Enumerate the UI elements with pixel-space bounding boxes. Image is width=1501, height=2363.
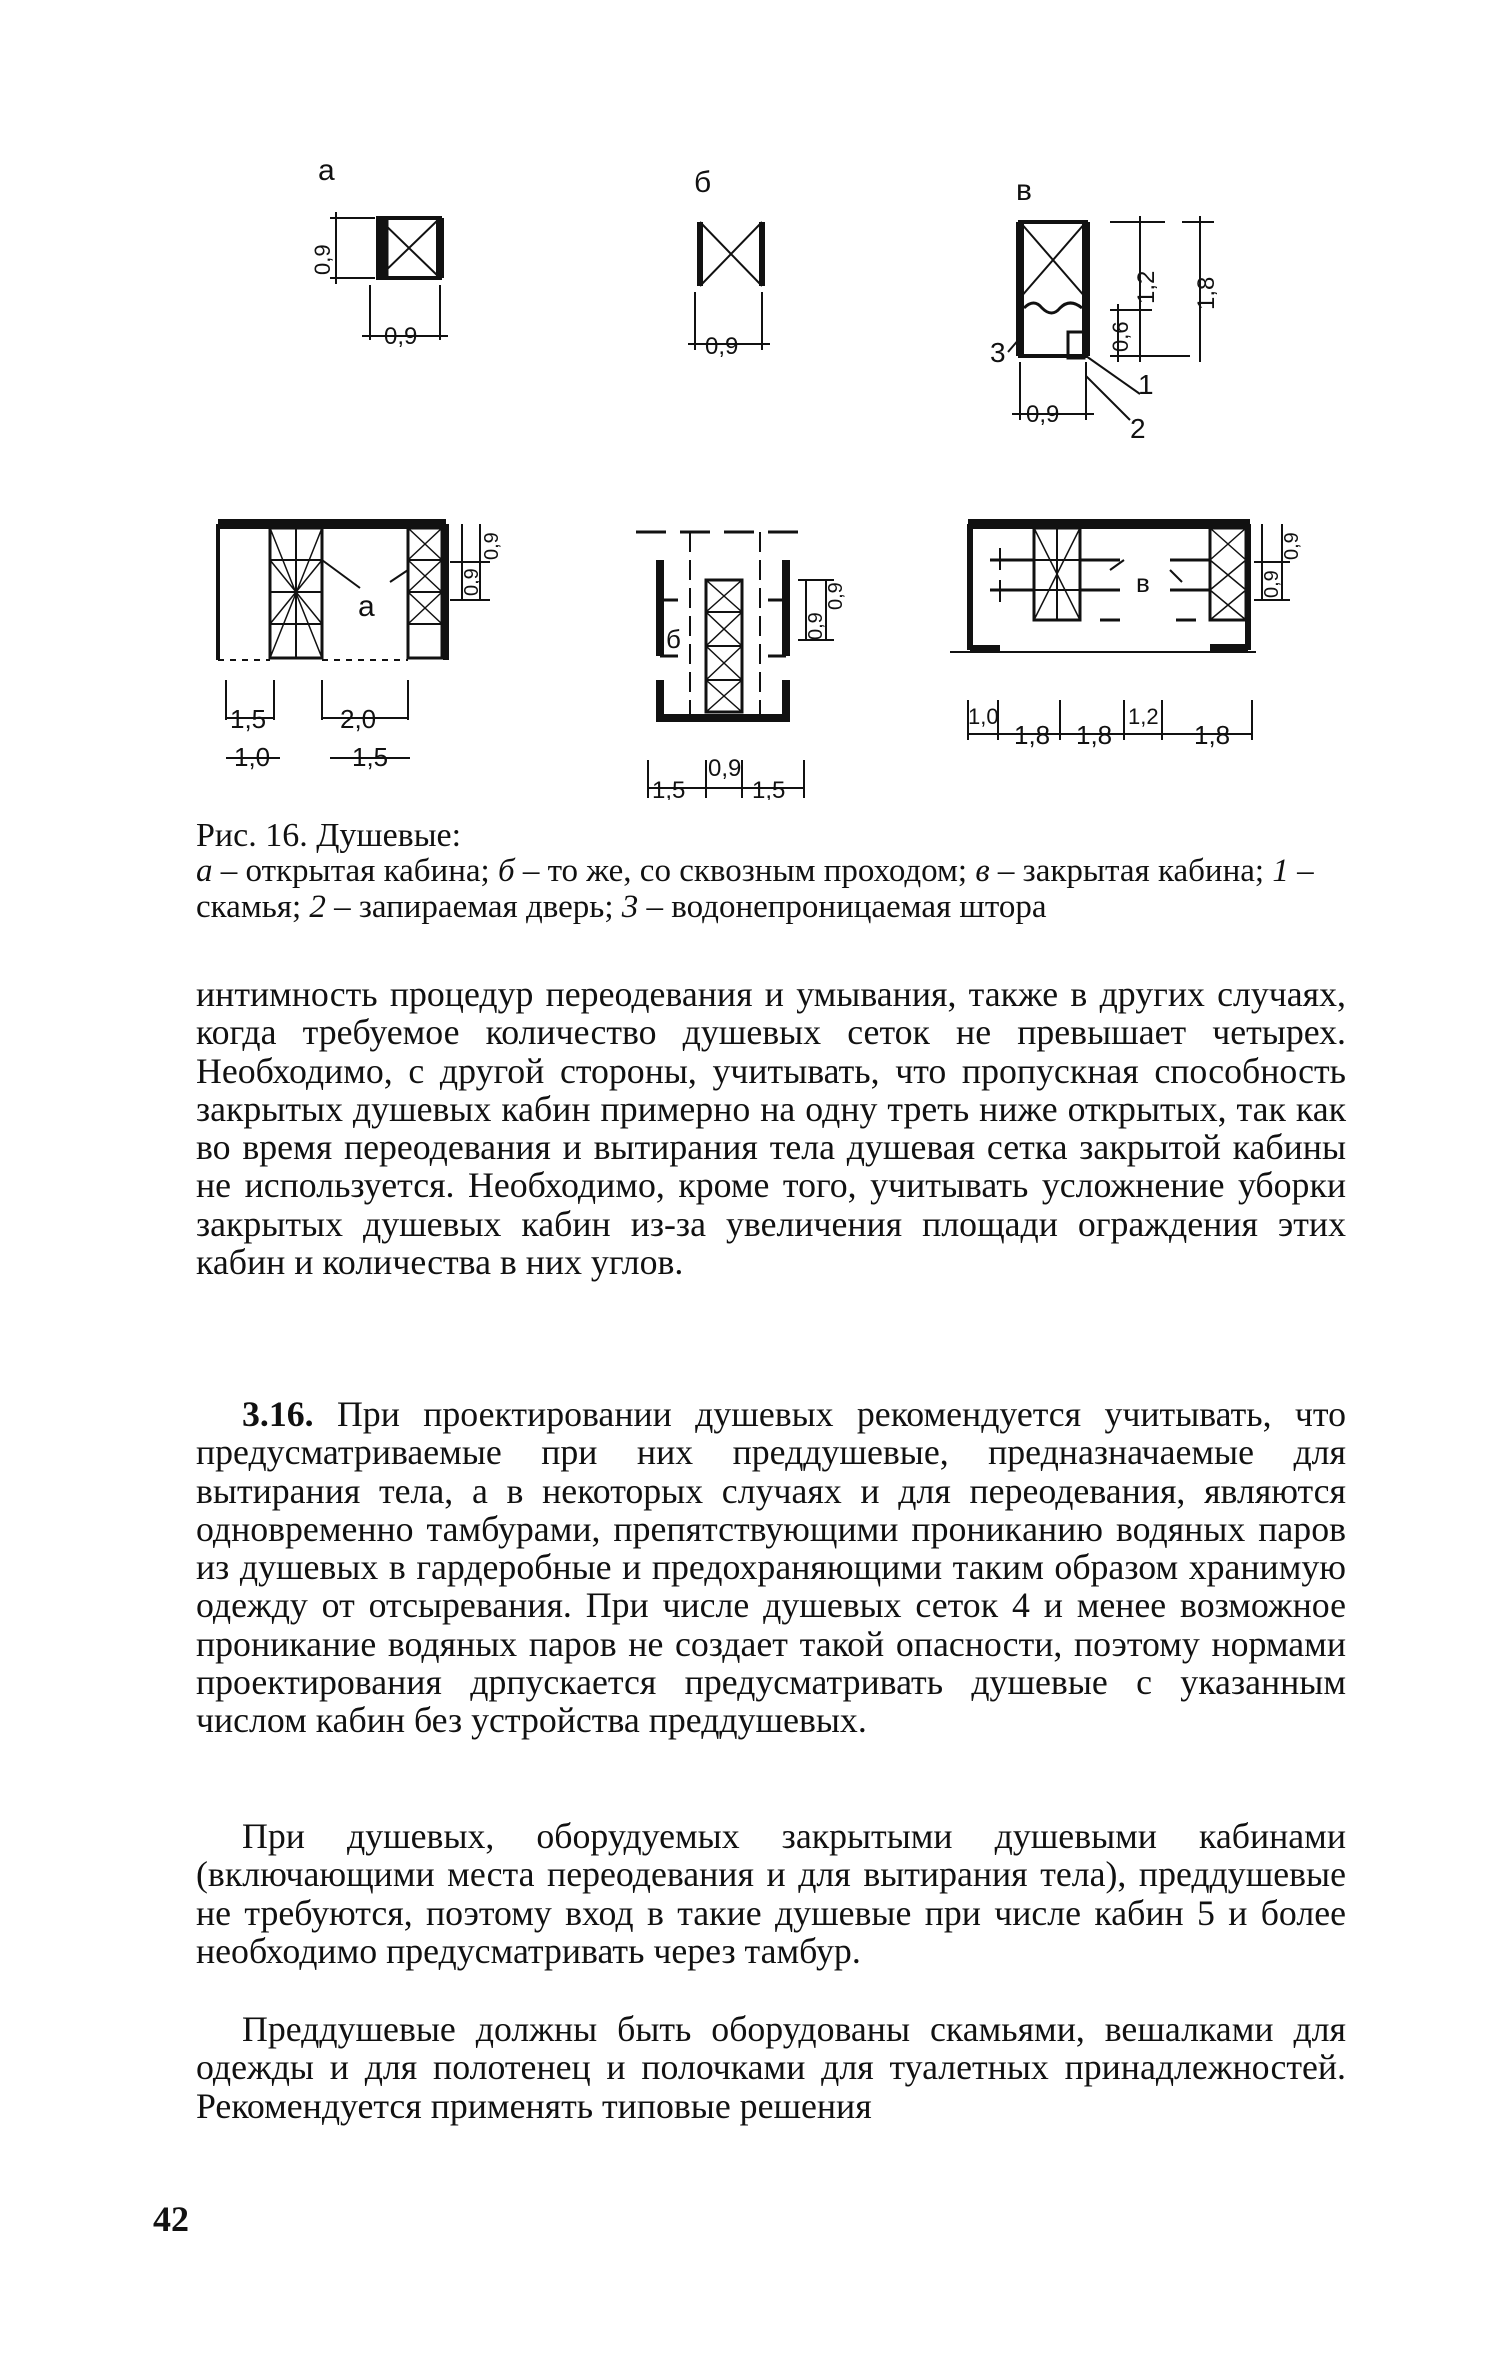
figure-caption-title: Рис. 16. Душевые: <box>196 817 462 854</box>
plan-a-dim-10: 1,0 <box>234 742 271 772</box>
plan-b-label: б <box>666 624 681 654</box>
diagram-v <box>1008 174 1214 420</box>
paragraph-3: При душевых, оборудуемых закрытыми душевыми кабинами (включающими места переодевания и для вытирания тела), преддушевые не требуются, поэтому вход в такие душевые при числе кабин 5 и более необходимо предусматривать через тамбур. <box>196 1816 1346 1971</box>
plan-a-dim-15: 1,5 <box>230 704 267 734</box>
caption-v: в <box>975 853 990 889</box>
caption-n3: 3 <box>621 889 639 925</box>
plan-b-dim-15a: 1,5 <box>652 777 686 800</box>
plan-v-dim-09a: 0,9 <box>1261 570 1283 598</box>
caption-v-text: – закрытая кабина; <box>989 853 1273 889</box>
plan-v-dim-18a: 1,8 <box>1014 720 1051 750</box>
caption-a: а <box>196 853 213 889</box>
plan-v-dim-18c: 1,8 <box>1194 720 1231 750</box>
label-a: а <box>318 154 335 187</box>
paragraph-2 <box>196 1395 1346 1740</box>
paragraph-2-text: При проектировании душевых рекомендуется учитывать, что предусматриваемые при них преддушевые, предназначаемые для вытирания тела, а в некоторых случаях и для переодевания, являются одновременно тамбурами, препятствующими проникaнию водяных паров из душевых в гардеробные и предохраняющими таким образом хранимую одежду от отсыревания. При числе душевых сеток 4 и менее возможное проникание водяных паров не создает такой опасности, поэтому нормами проектирования дрпускается предусматривать душевые с указанным числом кабин без устройства преддушевых. <box>196 1394 1346 1741</box>
plan-a-dim-09b: 0,9 <box>481 532 503 560</box>
section-number: 3.16. <box>242 1394 314 1434</box>
plan-b-dim-15b: 1,5 <box>752 777 786 800</box>
plan-v-label: в <box>1136 568 1150 598</box>
caption-n1-text: – скамья; <box>196 853 1314 925</box>
label-3: 3 <box>990 337 1006 368</box>
label-1: 1 <box>1138 369 1154 400</box>
caption-a-text: – открытая кабина; <box>212 853 498 889</box>
plan-b-dim-09c: 0,9 <box>708 755 742 782</box>
plan-b-dim-09b: 0,9 <box>825 582 847 610</box>
dim-a-h: 0,9 <box>310 244 335 275</box>
plan-v-dim-18b: 1,8 <box>1076 720 1113 750</box>
shower-figure <box>0 0 1501 800</box>
plan-a-dim-09a: 0,9 <box>461 568 483 596</box>
plan-v-dim-10: 1,0 <box>968 704 999 729</box>
dim-v-06: 0,6 <box>1108 321 1133 352</box>
page-number: 42 <box>153 2199 189 2239</box>
caption-n3-text: – водонепроницаемая штора <box>638 889 1047 925</box>
dim-b-w: 0,9 <box>705 333 739 360</box>
caption-n2-text: – запираемая дверь; <box>325 889 622 925</box>
diagram-b <box>688 166 770 350</box>
caption-b-text: – то же, со сквозным проходом; <box>514 853 976 889</box>
plan-a-dim-15b: 1,5 <box>352 742 389 772</box>
dim-v-w: 0,9 <box>1026 401 1060 428</box>
plan-v <box>950 524 1290 740</box>
caption-n1: 1 <box>1272 853 1289 889</box>
label-v: в <box>1016 174 1032 207</box>
plan-b-dim-09a: 0,9 <box>805 612 827 640</box>
figure-caption <box>196 853 1346 925</box>
plan-v-dim-09b: 0,9 <box>1281 532 1303 560</box>
label-b: б <box>694 166 712 199</box>
caption-b: б <box>497 853 515 889</box>
plan-a-label: а <box>358 590 375 623</box>
dim-v-18: 1,8 <box>1193 276 1220 310</box>
plan-a-dim-20: 2,0 <box>340 704 377 734</box>
diagram-a <box>318 154 448 340</box>
dim-v-12: 1,2 <box>1133 270 1160 304</box>
caption-n2: 2 <box>309 889 326 925</box>
plan-v-dim-12: 1,2 <box>1128 704 1159 729</box>
paragraph-4: Преддушевые должны быть оборудованы скамьями, вешалками для одежды и для полотенец и полочками для туалетных принадлежностей. Рекомендуется применять типовые решения <box>196 2009 1346 2126</box>
dim-a-w: 0,9 <box>384 323 418 350</box>
paragraph-1: интимность процедур переодевания и умывания, также в других случаях, когда требуемое количество душевых сеток не превышает четырех. Необходимо, с другой стороны, учитывать, что пропускная способность закрытых душевых кабин примерно на одну треть ниже открытых, так как во время переодевания и вытирания тела душевая сетка закрытой кабины не используется. Необходимо, кроме того, учитывать усложнение уборки закрытых душевых кабин из-за увеличения площади ограждения этих кабин и количества в них углов. <box>196 974 1346 1283</box>
label-2: 2 <box>1130 413 1146 444</box>
